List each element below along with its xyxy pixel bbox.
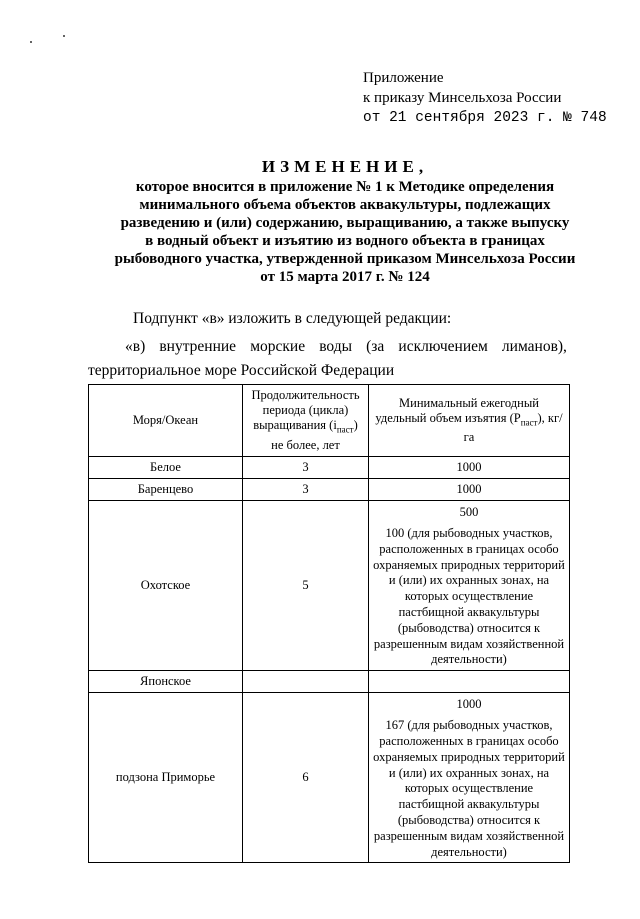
cell-period (243, 671, 369, 693)
table-header-row (89, 385, 570, 457)
paragraph-subitem (125, 338, 567, 356)
table-row (89, 501, 570, 671)
paragraph-instruction: Подпункт «в» изложить в следующей редакции: (133, 310, 452, 327)
cell-sea: Японское (89, 671, 243, 693)
appendix-block (363, 68, 623, 128)
volume-note: 100 (для рыбоводных участков, расположенных в границах особо охраняемых природных территорий и (или) их охранных зонах, на которых осуществление пастбищной аквакультуры (рыбоводства) относится к разрешенным видам хозяйственной деятельности) (373, 526, 565, 667)
word: (за (366, 338, 385, 355)
cell-period: 3 (243, 457, 369, 479)
table-row (89, 457, 570, 479)
scan-speck (30, 41, 32, 43)
cell-sea: Охотское (89, 501, 243, 671)
volume-value: 500 (459, 505, 479, 519)
volume-note: 167 (для рыбоводных участков, расположенных в границах особо охраняемых природных территорий и (или) их охранных зонах, на которых осуществление пастбищной аквакультуры (рыбоводства) относится к разрешенным видам хозяйственной деятельности) (373, 718, 565, 859)
heading-line: от 15 марта 2017 г. № 124 (260, 269, 430, 285)
volume-value: 1000 (456, 697, 482, 712)
header-volume: Минимальный ежегодный удельный объем изъятия $(P_{паст})$, кг/га (369, 385, 570, 457)
appendix-label: Приложение (363, 70, 444, 86)
document-heading (60, 156, 630, 286)
heading-line: разведению и (или) содержанию, выращиванию, а также выпуску (120, 215, 570, 231)
heading-title: ИЗМЕНЕНИЕ, (261, 157, 429, 176)
cell-sea: Баренцево (89, 479, 243, 501)
appendix-order-ref: к приказу Минсельхоза России (363, 90, 562, 106)
heading-line: рыбоводного участка, утвержденной приказом Минсельхоза России (114, 251, 576, 267)
table-row (89, 671, 570, 693)
aquaculture-table (88, 384, 570, 863)
table-row (89, 479, 570, 501)
cell-period: 3 (243, 479, 369, 501)
appendix-order-date: от 21 сентября 2023 г. № 748 (363, 110, 607, 126)
word: исключением (398, 338, 488, 355)
word: морские (250, 338, 306, 355)
cell-volume: 1000 (369, 457, 570, 479)
word: «в) (125, 338, 146, 355)
scan-speck (63, 35, 65, 37)
cell-volume (369, 671, 570, 693)
word: лиманов), (501, 338, 567, 355)
cell-period: 5 (243, 501, 369, 671)
word: внутренние (159, 338, 237, 355)
cell-period: 6 (243, 693, 369, 863)
header-sea: Моря/Океан (89, 385, 243, 457)
cell-volume (369, 693, 570, 863)
cell-sea: Белое (89, 457, 243, 479)
cell-sea: подзона Приморье (89, 693, 243, 863)
heading-line: минимального объема объектов аквакультуры, подлежащих (139, 197, 551, 213)
paragraph-continuation: территориальное море Российской Федерации (88, 362, 395, 379)
word: воды (319, 338, 353, 355)
cell-volume: 1000 (369, 479, 570, 501)
table-row (89, 693, 570, 863)
header-period: Продолжительность периода (цикла) выращивания $(i_{паст})$ не более, лет (243, 385, 369, 457)
cell-volume (369, 501, 570, 671)
heading-line: которое вносится в приложение № 1 к Методике определения (135, 179, 555, 195)
heading-line: в водный объект и изъятию из водного объекта в границах (145, 233, 545, 249)
